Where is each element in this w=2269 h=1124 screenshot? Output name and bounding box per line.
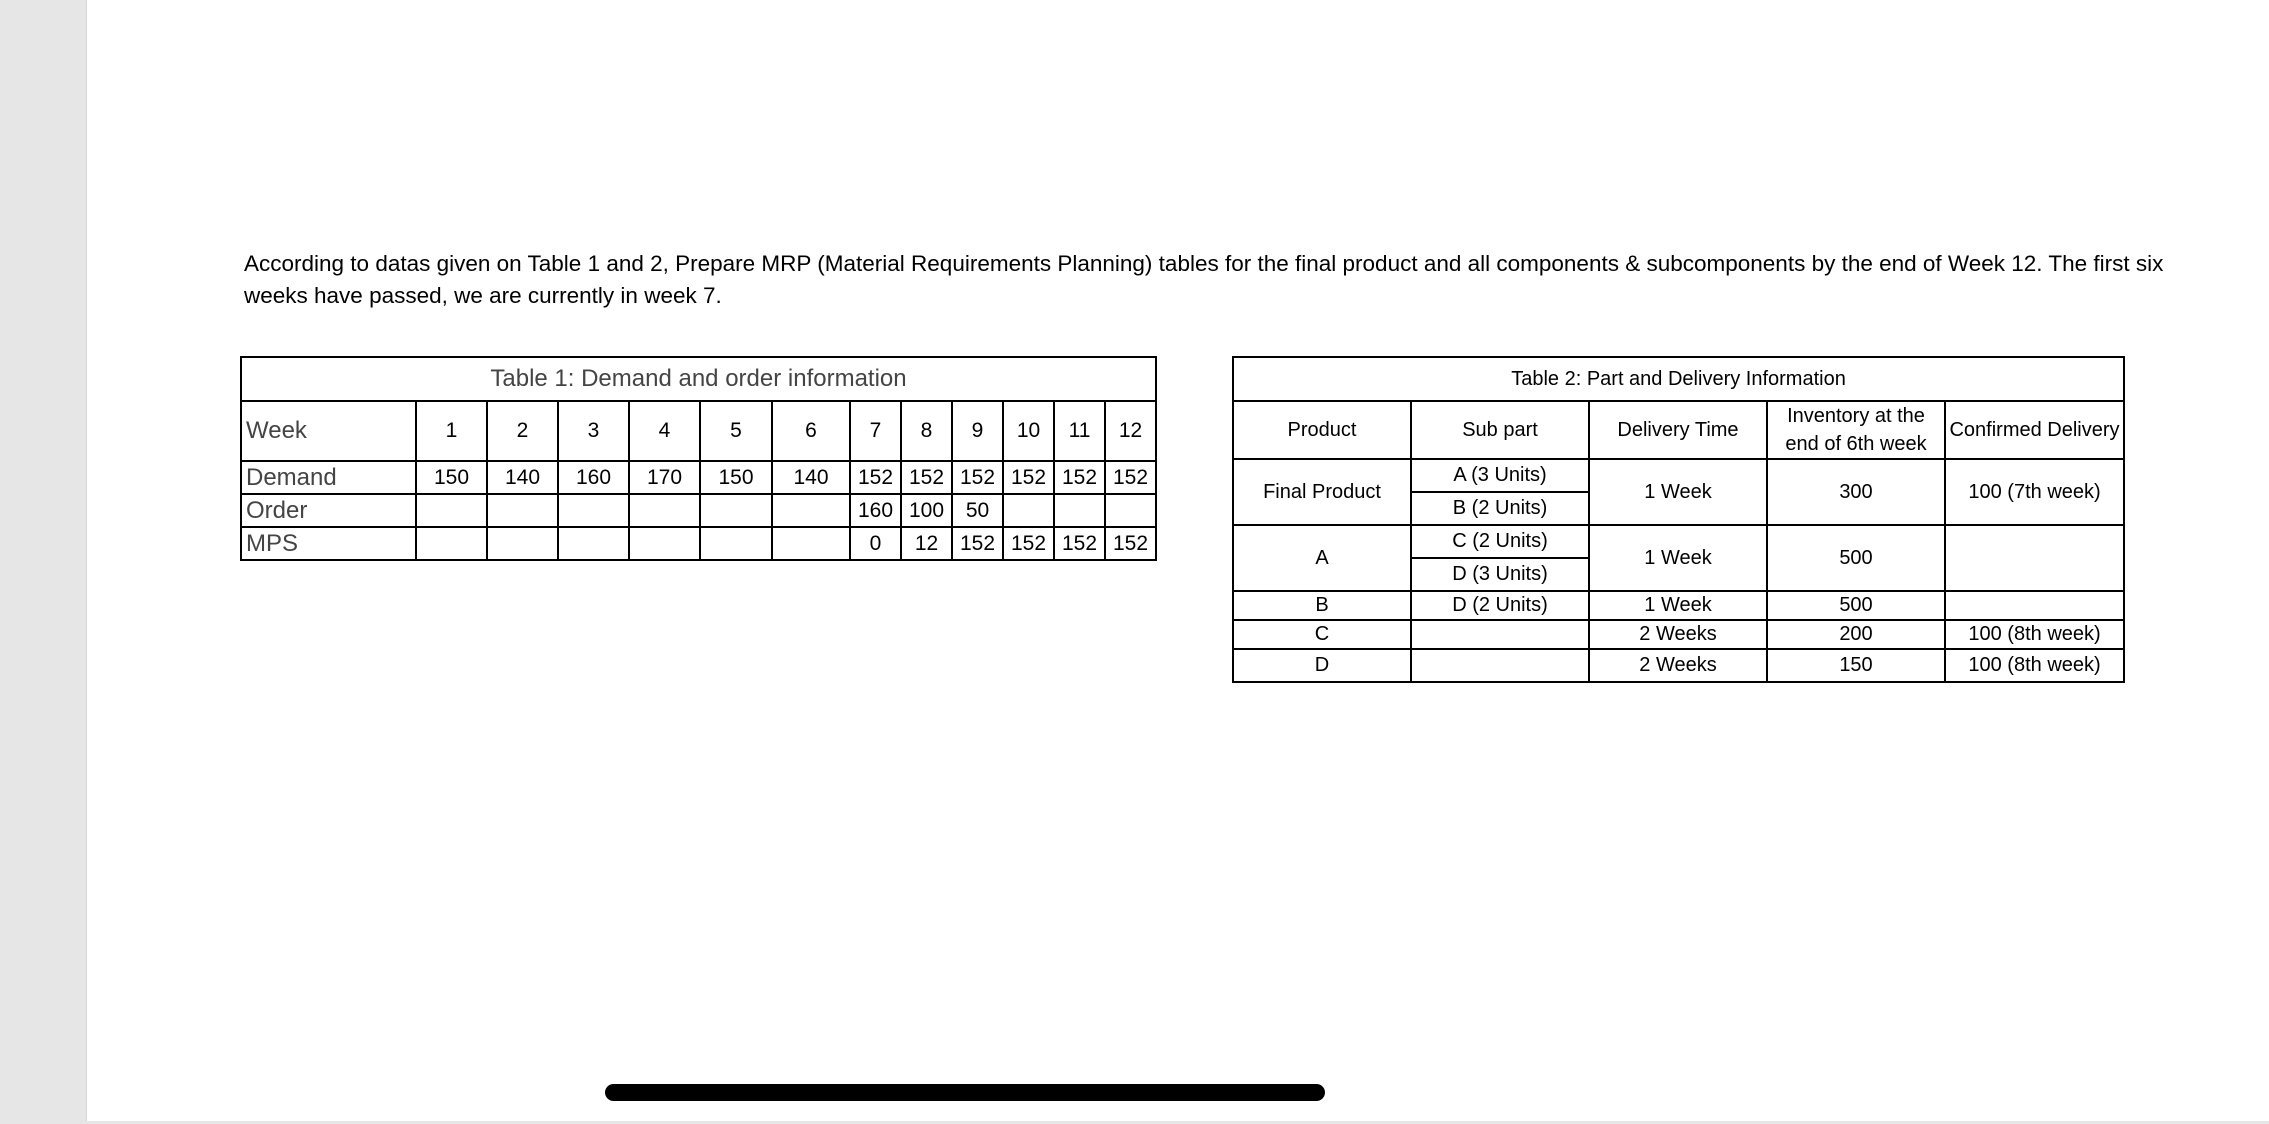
order-cell: [487, 494, 558, 527]
demand-cell: 152: [901, 461, 952, 494]
demand-cell: 170: [629, 461, 700, 494]
delivery-time-cell: 1 Week: [1589, 591, 1767, 620]
week-cell: 8: [901, 401, 952, 461]
demand-cell: 160: [558, 461, 629, 494]
demand-cell: 150: [416, 461, 487, 494]
confirmed-delivery-cell: 100 (8th week): [1945, 620, 2124, 649]
row-label-mps: MPS: [241, 527, 416, 560]
confirmed-delivery-cell: [1945, 591, 2124, 620]
week-cell: 3: [558, 401, 629, 461]
mps-cell: [416, 527, 487, 560]
mps-cell: 0: [850, 527, 901, 560]
demand-cell: 152: [1003, 461, 1054, 494]
week-cell: 2: [487, 401, 558, 461]
week-cell: 9: [952, 401, 1003, 461]
mps-cell: [629, 527, 700, 560]
product-cell: D: [1233, 649, 1411, 682]
demand-cell: 140: [487, 461, 558, 494]
product-cell: C: [1233, 620, 1411, 649]
header-product: Product: [1233, 401, 1411, 459]
header-inventory: Inventory at the end of 6th week: [1767, 401, 1945, 459]
demand-cell: 152: [1054, 461, 1105, 494]
confirmed-delivery-cell: 100 (8th week): [1945, 649, 2124, 682]
inventory-cell: 500: [1767, 591, 1945, 620]
home-indicator-bar[interactable]: [605, 1084, 1325, 1101]
week-cell: 6: [772, 401, 850, 461]
sub-part-cell: [1411, 649, 1589, 682]
demand-cell: 152: [850, 461, 901, 494]
table-row: [1233, 649, 2124, 682]
table-row: [1233, 525, 2124, 558]
demand-cell: 150: [700, 461, 772, 494]
mps-cell: 152: [952, 527, 1003, 560]
sub-part-cell: [1411, 620, 1589, 649]
inventory-cell: 200: [1767, 620, 1945, 649]
demand-cell: 152: [1105, 461, 1156, 494]
delivery-time-cell: 2 Weeks: [1589, 649, 1767, 682]
product-cell: A: [1233, 525, 1411, 591]
order-cell: [1054, 494, 1105, 527]
sub-part-cell: D (3 Units): [1411, 558, 1589, 591]
week-cell: 7: [850, 401, 901, 461]
mps-cell: [700, 527, 772, 560]
part-delivery-table: [1232, 356, 2125, 683]
week-cell: 12: [1105, 401, 1156, 461]
delivery-time-cell: 1 Week: [1589, 459, 1767, 525]
week-cell: 11: [1054, 401, 1105, 461]
table1-caption: Table 1: Demand and order information: [241, 357, 1156, 401]
week-cell: 4: [629, 401, 700, 461]
order-cell: [558, 494, 629, 527]
product-cell: B: [1233, 591, 1411, 620]
sub-part-cell: D (2 Units): [1411, 591, 1589, 620]
row-label-week: Week: [241, 401, 416, 461]
sub-part-cell: B (2 Units): [1411, 492, 1589, 525]
row-label-demand: Demand: [241, 461, 416, 494]
order-cell: [629, 494, 700, 527]
order-cell: 160: [850, 494, 901, 527]
mps-cell: 152: [1105, 527, 1156, 560]
mps-cell: [558, 527, 629, 560]
product-cell: Final Product: [1233, 459, 1411, 525]
header-sub-part: Sub part: [1411, 401, 1589, 459]
order-cell: 50: [952, 494, 1003, 527]
document-page: [86, 0, 2269, 1121]
week-cell: 10: [1003, 401, 1054, 461]
inventory-cell: 150: [1767, 649, 1945, 682]
table2-caption: Table 2: Part and Delivery Information: [1233, 357, 2124, 401]
week-cell: 5: [700, 401, 772, 461]
sub-part-cell: A (3 Units): [1411, 459, 1589, 492]
order-cell: [416, 494, 487, 527]
order-cell: [1105, 494, 1156, 527]
confirmed-delivery-cell: 100 (7th week): [1945, 459, 2124, 525]
confirmed-delivery-cell: [1945, 525, 2124, 591]
table-row: [1233, 591, 2124, 620]
header-delivery-time: Delivery Time: [1589, 401, 1767, 459]
header-confirmed-delivery: Confirmed Delivery: [1945, 401, 2124, 459]
week-cell: 1: [416, 401, 487, 461]
table-row: [1233, 459, 2124, 492]
inventory-cell: 300: [1767, 459, 1945, 525]
demand-order-table: [240, 356, 1157, 561]
mps-cell: 12: [901, 527, 952, 560]
order-cell: 100: [901, 494, 952, 527]
mps-cell: 152: [1003, 527, 1054, 560]
demand-cell: 152: [952, 461, 1003, 494]
delivery-time-cell: 2 Weeks: [1589, 620, 1767, 649]
instructions-text: According to datas given on Table 1 and 2, Prepare MRP (Material Requirements Planning) tables for the final product and all components & subcomponents by the end of Week 12. The first six weeks have passed, we are currently in week 7.: [244, 251, 2164, 308]
mps-cell: [772, 527, 850, 560]
row-label-order: Order: [241, 494, 416, 527]
table-row: [1233, 620, 2124, 649]
delivery-time-cell: 1 Week: [1589, 525, 1767, 591]
demand-cell: 140: [772, 461, 850, 494]
mps-cell: [487, 527, 558, 560]
order-cell: [700, 494, 772, 527]
sub-part-cell: C (2 Units): [1411, 525, 1589, 558]
inventory-cell: 500: [1767, 525, 1945, 591]
mps-cell: 152: [1054, 527, 1105, 560]
order-cell: [1003, 494, 1054, 527]
order-cell: [772, 494, 850, 527]
